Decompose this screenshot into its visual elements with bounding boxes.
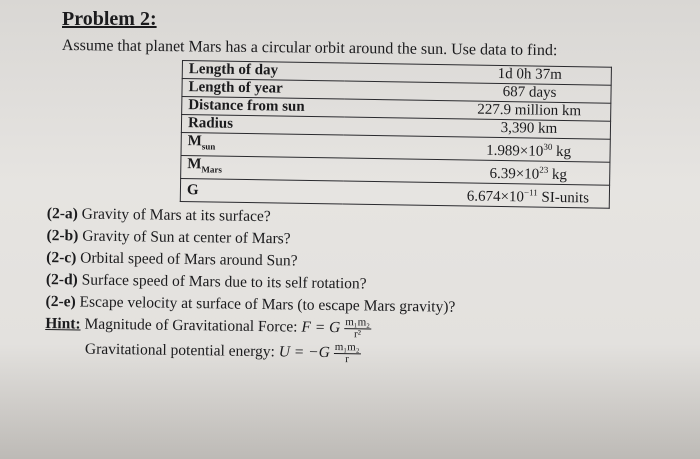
- row-value: 687 days: [344, 81, 611, 103]
- row-value: $6.39\times 10^{23}$ kg: [343, 158, 610, 185]
- hint-label: Hint:: [45, 315, 81, 333]
- force-fraction: $\frac{\text{m₁m₂}}{\text{r²}}$: [345, 316, 371, 341]
- row-value: 1d 0h 37m: [345, 63, 612, 85]
- row-value: 3,390 km: [344, 117, 611, 139]
- hint-potential: Gravitational potential energy: U = −G $\frac{\text{m₁m₂}}{r}$: [84, 340, 360, 366]
- exponent: 23: [539, 164, 549, 175]
- question-list: [45, 203, 457, 367]
- mars-data-table: [180, 60, 612, 209]
- row-label: Length of year: [182, 79, 345, 100]
- row-label: Length of day: [182, 61, 345, 82]
- question-item: (2-c) Orbital speed of Mars around Sun?: [46, 248, 298, 270]
- subscript: Mars: [201, 164, 223, 175]
- exponent: −11: [523, 187, 538, 198]
- row-value: $1.989\times 10^{30}$ kg: [343, 135, 610, 162]
- row-value: 227.9 million km: [344, 99, 611, 121]
- row-label: $M_{Mars}$: [181, 155, 344, 181]
- exponent: 30: [543, 141, 553, 152]
- row-label: $M_{sun}$: [181, 132, 344, 158]
- subscript: sun: [201, 141, 216, 152]
- question-item: (2-a) Gravity of Mars at its surface?: [46, 204, 271, 226]
- question-item: (2-d) Surface speed of Mars due to its self rotation?: [45, 270, 367, 293]
- potential-fraction: $\frac{\text{m₁m₂}}{r}$: [334, 341, 360, 366]
- row-label: G: [180, 178, 343, 204]
- row-label: Distance from sun: [182, 97, 345, 118]
- hint-force: Hint: Magnitude of Gravitational Force: F = G $\frac{\text{m₁m₂}}{\text{r²}}$: [45, 315, 371, 341]
- problem-title: Problem 2:: [62, 8, 157, 30]
- question-item: (2-b) Gravity of Sun at center of Mars?: [46, 226, 291, 248]
- question-item: (2-e) Escape velocity at surface of Mars (to escape Mars gravity)?: [45, 292, 456, 316]
- problem-intro: Assume that planet Mars has a circular orbit around the sun. Use data to find:: [61, 37, 558, 60]
- row-value: $6.674\times 10^{-11}$ SI-units: [343, 181, 610, 208]
- row-label: Radius: [181, 115, 344, 136]
